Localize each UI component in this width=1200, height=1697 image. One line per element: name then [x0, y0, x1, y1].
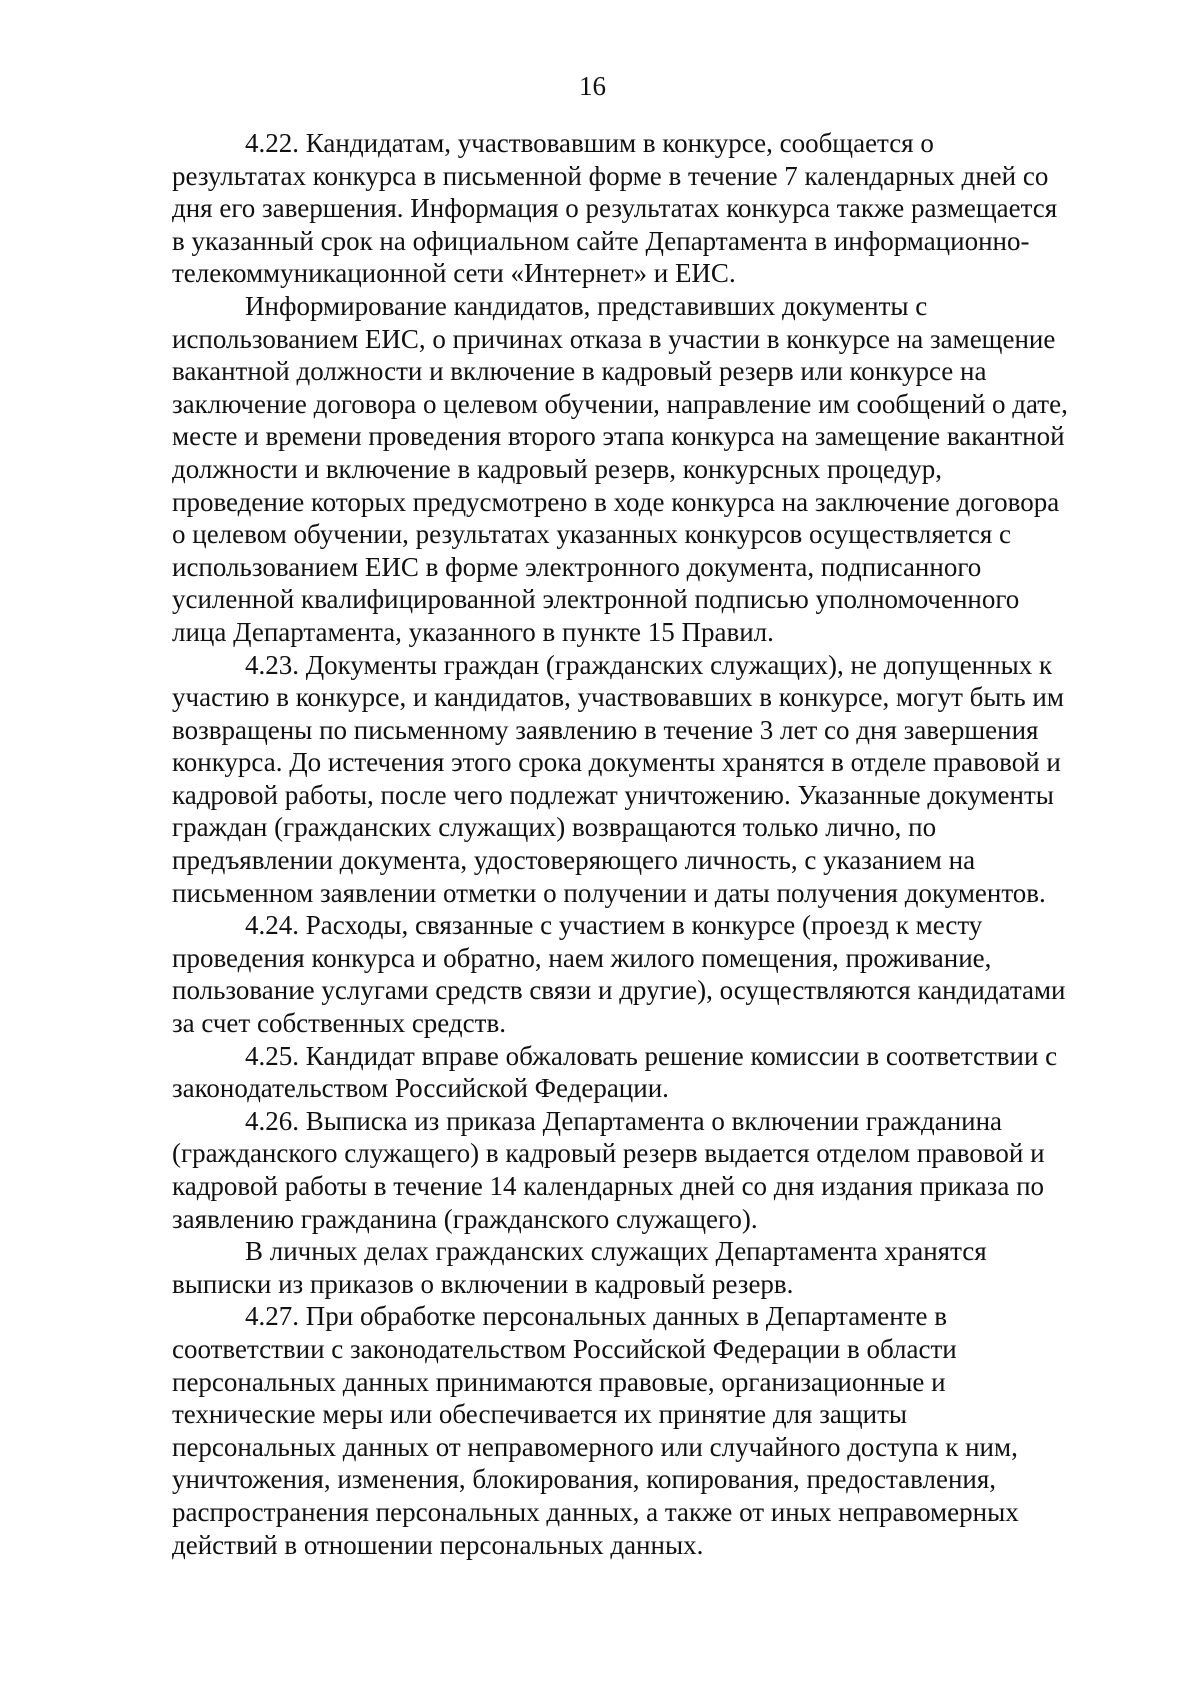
paragraph-informing-candidates: Информирование кандидатов, представивших документы с использованием ЕИС, о причинах отказа в участии в конкурсе на замещение вакантной должности и включение в кадровый резерв или конкурсе на заключение договора о целевом обучении, направление им сообщений о дате, месте и времени проведения второго этапа конкурса на замещение вакантной должности и включение в кадровый резерв, конкурсных процедур, проведение которых предусмотрено в ходе конкурса на заключение договора о целевом обучении, результатах указанных конкурсов осуществляется с использованием ЕИС в форме электронного документа, подписанного усиленной квалифицированной электронной подписью уполномоченного лица Департамента, указанного в пункте 15 Правил. [172, 290, 1068, 647]
paragraph-4-25: 4.25. Кандидат вправе обжаловать решение комиссии в соответствии с законодательством Российской Федерации. [172, 1040, 1058, 1104]
page-number: 16 [579, 71, 606, 101]
paragraph-4-26: 4.26. Выписка из приказа Департамента о включении гражданина (гражданского служащего) в кадровый резерв выдается отделом правовой и кадровой работы в течение 14 календарных дней со дня издания приказа по заявлению гражданина (гражданского служащего). [172, 1105, 1045, 1234]
paragraph-4-22: 4.22. Кандидатам, участвовавшим в конкурсе, сообщается о результатах конкурса в письменной форме в течение 7 календарных дней со дня его завершения. Информация о результатах конкурса также размещается в указанный срок на официальном сайте Департамента в информационно- телекоммуникационной сети «Интернет» и ЕИС. [172, 128, 1058, 289]
paragraph-4-24: 4.24. Расходы, связанные с участием в конкурсе (проезд к месту проведения конкурса и обратно, наем жилого помещения, проживание, пользование услугами средств связи и другие), осуществляются кандидатами за счет собственных средств. [172, 910, 1066, 1039]
paragraph-personal-files: В личных делах гражданских служащих Департамента хранятся выписки из приказов о включении в кадровый резерв. [172, 1236, 987, 1299]
document-body [172, 127, 1120, 1561]
paragraph-4-27: 4.27. При обработке персональных данных в Департаменте в соответствии с законодательством Российской Федерации в области персональных данных принимаются правовые, организационные и технические меры или обеспечивается их принятие для защиты персональных данных от неправомерного или случайного доступа к ним, уничтожения, изменения, блокирования, копирования, предоставления, распространения персональных данных, а также от иных неправомерных действий в отношении персональных данных. [172, 1301, 1019, 1560]
paragraph-4-23: 4.23. Документы граждан (гражданских служащих), не допущенных к участию в конкурсе, и кандидатов, участвовавших в конкурсе, могут быть им возвращены по письменному заявлению в течение 3 лет со дня завершения конкурса. До истечения этого срока документы хранятся в отделе правовой и кадровой работы, после чего подлежат уничтожению. Указанные документы граждан (гражданских служащих) возвращаются только лично, по предъявлении документа, удостоверяющего личность, с указанием на письменном заявлении отметки о получении и даты получения документов. [172, 649, 1064, 908]
